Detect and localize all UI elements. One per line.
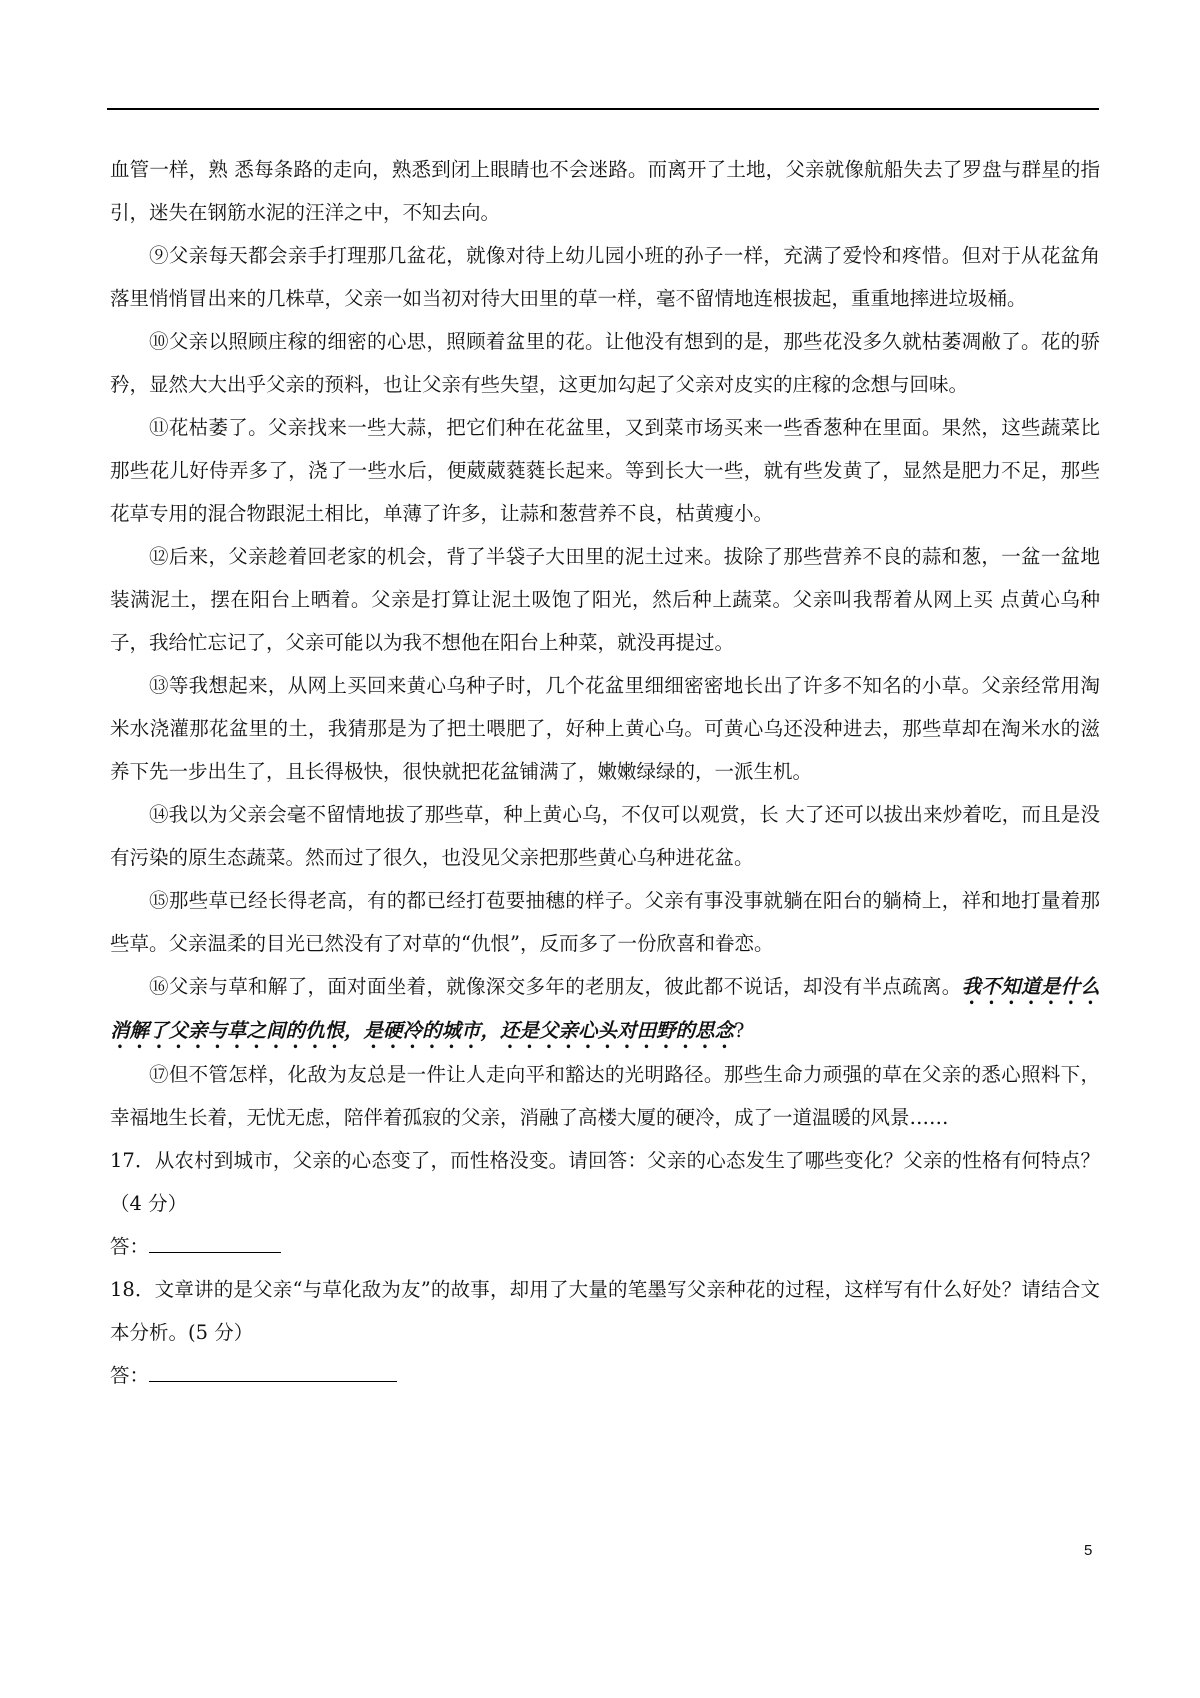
page-number: 5 [1084, 1542, 1093, 1559]
answer-blank-17[interactable] [149, 1232, 281, 1253]
answer-label: 答： [110, 1235, 150, 1258]
question-17: 17．从农村到城市，父亲的心态变了，而性格没变。请回答：父亲的心态发生了哪些变化？父亲的性格有何特点？（4 分） [110, 1149, 1100, 1215]
paragraph-16-emphasis: 我不知道是什么消解了父亲与草之间的仇恨，是硬冷的城市，还是父亲心头对田野的思念 [110, 975, 1100, 1042]
answer-label: 答： [110, 1364, 150, 1387]
paragraph-16 [110, 965, 1100, 1053]
paragraph-16-text: ⑯父亲与草和解了，面对面坐着，就像深交多年的老朋友，彼此都不说话，却没有半点疏离。 [149, 975, 962, 998]
paragraph-17: ⑰但不管怎样，化敌为友总是一件让人走向平和豁达的光明路径。那些生命力顽强的草在父亲的悉心照料下，幸福地生长着，无忧无虑，陪伴着孤寂的父亲，消融了高楼大厦的硬冷，成了一道温暖的风景…… [110, 1063, 1100, 1129]
paragraph-13: ⑬等我想起来，从网上买回来黄心乌种子时，几个花盆里细细密密地长出了许多不知名的小草。父亲经常用淘米水浇灌那花盆里的土，我猜那是为了把土喂肥了，好种上黄心乌。可黄心乌还没种进去，那些草却在淘米水的滋养下先一步出生了，且长得极快，很快就把花盆铺满了，嫩嫩绿绿的，一派生机。 [110, 674, 1100, 783]
answer-18 [110, 1354, 1100, 1397]
paragraph-8-continued: 血管一样，熟 悉每条路的走向，熟悉到闭上眼睛也不会迷路。而离开了土地，父亲就像航船失去了罗盘与群星的指引，迷失在钢筋水泥的汪洋之中，不知去向。 [110, 158, 1100, 224]
answer-17 [110, 1225, 1100, 1268]
header-rule [107, 108, 1099, 110]
paragraph-14: ⑭我以为父亲会毫不留情地拔了那些草，种上黄心乌，不仅可以观赏，长 大了还可以拔出来炒着吃，而且是没有污染的原生态蔬菜。然而过了很久，也没见父亲把那些黄心乌种进花盆。 [110, 803, 1100, 869]
paragraph-12: ⑫后来，父亲趁着回老家的机会，背了半袋子大田里的泥土过来。拔除了那些营养不良的蒜和葱，一盆一盆地装满泥土，摆在阳台上晒着。父亲是打算让泥土吸饱了阳光，然后种上蔬菜。父亲叫我帮着从网上买 点黄心乌种子，我给忙忘记了，父亲可能以为我不想他在阳台上种菜，就没再提过。 [110, 545, 1100, 654]
paragraph-10: ⑩父亲以照顾庄稼的细密的心思，照顾着盆里的花。让他没有想到的是，那些花没多久就枯萎凋敝了。花的骄矜，显然大大出乎父亲的预料，也让父亲有些失望，这更加勾起了父亲对皮实的庄稼的念想与回味。 [110, 330, 1100, 396]
document-body [110, 148, 1100, 1397]
paragraph-16-end: ? [734, 1019, 745, 1042]
paragraph-15: ⑮那些草已经长得老高，有的都已经打苞要抽穗的样子。父亲有事没事就躺在阳台的躺椅上，祥和地打量着那些草。父亲温柔的目光已然没有了对草的“仇恨”，反而多了一份欣喜和眷恋。 [110, 889, 1100, 955]
paragraph-11: ⑪花枯萎了。父亲找来一些大蒜，把它们种在花盆里，又到菜市场买来一些香葱种在里面。果然，这些蔬菜比那些花儿好侍弄多了，浇了一些水后，便葳葳蕤蕤长起来。等到长大一些，就有些发黄了，显然是肥力不足，那些花草专用的混合物跟泥土相比，单薄了许多，让蒜和葱营养不良，枯黄瘦小。 [110, 416, 1100, 525]
question-18: 18．文章讲的是父亲“与草化敌为友”的故事，却用了大量的笔墨写父亲种花的过程，这样写有什么好处？请结合文本分析。(5 分） [110, 1278, 1100, 1344]
paragraph-9: ⑨父亲每天都会亲手打理那几盆花，就像对待上幼儿园小班的孙子一样，充满了爱怜和疼惜。但对于从花盆角落里悄悄冒出来的几株草，父亲一如当初对待大田里的草一样，毫不留情地连根拔起，重重地摔进垃圾桶。 [110, 244, 1100, 310]
answer-blank-18[interactable] [149, 1361, 397, 1382]
